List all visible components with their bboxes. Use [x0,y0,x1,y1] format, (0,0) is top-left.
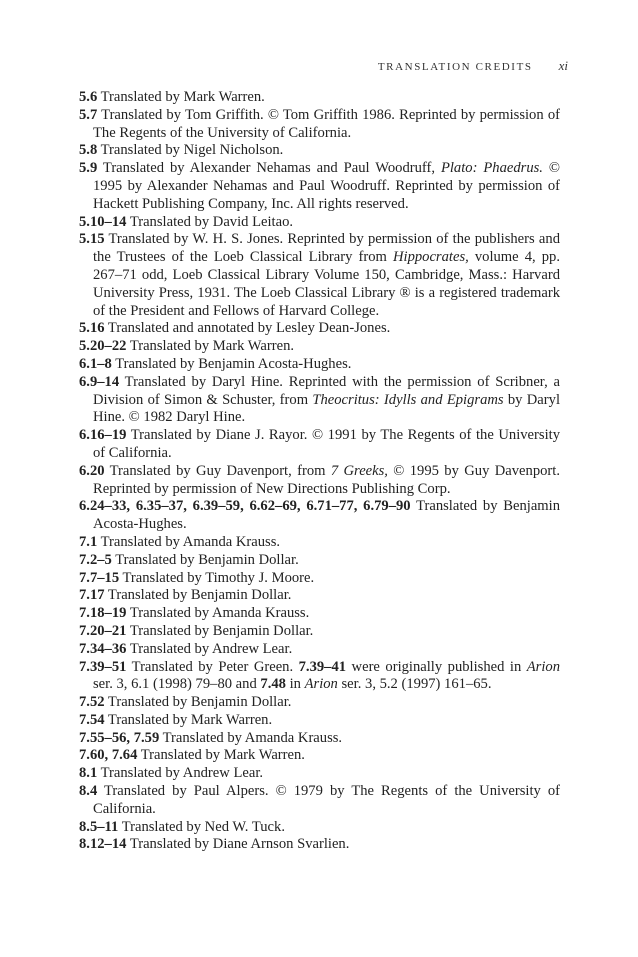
credit-entry [79,836,560,854]
credit-title: Arion [304,676,338,693]
credit-entry [79,712,560,730]
credit-text: Translated by Mark Warren. [104,711,273,728]
credit-text: © 1995 by Alexander Nehamas and Paul Woodruff. Reprinted by permission of Hackett Publishing Company, Inc. All rights reserved. [93,160,560,212]
credit-reference: 7.60, 7.64 [79,747,138,764]
credit-entry [79,374,560,427]
credit-reference: 6.24–33, 6.35–37, 6.39–59, 6.62–69, 6.71–77, 6.79–90 [79,498,411,515]
credit-entry [79,694,560,712]
credit-reference: 8.4 [79,783,98,800]
credit-text: Translated by Andrew Lear. [97,765,264,782]
credit-entry [79,730,560,748]
credit-entry [79,427,560,463]
credit-reference: 8.1 [79,765,98,782]
credit-reference: 5.9 [79,160,98,177]
credit-text: Translated by Amanda Krauss. [126,605,310,622]
credit-reference: 6.9–14 [79,373,120,390]
credit-entry [79,160,560,213]
credit-entry [79,587,560,605]
credit-entry [79,659,560,695]
credit-text: Translated by Benjamin Acosta-Hughes. [111,355,352,372]
credit-title: 7 Greeks, [330,462,388,479]
credit-title: Theocritus: Idylls and Epigrams [312,391,504,408]
credit-reference: 7.17 [79,587,105,604]
credit-text: Translated by Mark Warren. [97,89,265,105]
credit-text: Translated by Amanda Krauss. [159,729,343,746]
credit-text: Translated by Tom Griffith. © Tom Griffith 1986. Reprinted by permission of The Regents of the University of California. [93,106,560,141]
credit-reference: 5.16 [79,320,105,337]
credit-text: ser. 3, 6.1 (1998) 79–80 and [93,676,261,693]
credit-text: Translated by Benjamin Dollar. [111,551,299,568]
credit-entry [79,231,560,320]
credit-text: were originally published in [346,658,527,675]
credit-entry [79,142,560,160]
credit-text: Translated and annotated by Lesley Dean-Jones. [104,320,391,337]
credit-text: Translated by Peter Green. [126,658,299,675]
credit-reference: 6.20 [79,462,105,479]
credit-reference: 7.18–19 [79,605,127,622]
credit-text: Translated by Amanda Krauss. [97,533,281,550]
credit-text: Translated by Paul Alpers. © 1979 by The Regents of the University of California. [93,783,560,817]
credit-reference: 7.52 [79,694,105,711]
credit-reference: 8.12–14 [79,836,127,853]
credit-text: Translated by Nigel Nicholson. [97,142,284,159]
credit-reference: 7.7–15 [79,569,120,586]
credit-reference: 7.34–36 [79,640,127,657]
credit-text: Translated by Andrew Lear. [126,640,293,657]
credit-entry [79,498,560,534]
credit-reference: 5.8 [79,142,98,159]
credit-entry [79,107,560,143]
credit-text: Translated by Ned W. Tuck. [118,818,285,835]
credit-reference: 5.6 [79,89,98,105]
credit-entry [79,320,560,338]
credit-entry [79,819,560,837]
credit-entry [79,747,560,765]
credit-reference: 8.5–11 [79,818,119,835]
credit-entry [79,765,560,783]
credit-entry [79,214,560,232]
credit-text: Translated by Guy Davenport, from [104,462,331,479]
credit-text: Translated by Timothy J. Moore. [119,569,315,586]
credit-entry [79,89,560,107]
credit-reference: 6.1–8 [79,355,112,372]
credit-text: © 1995 by Guy Davenport. Reprinted by permission of New Directions Publishing Corp. [93,462,560,497]
credit-entry [79,534,560,552]
credit-text: volume 4, pp. 267–71 odd, Loeb Classical Library Volume 150, Cambridge, Mass.: Harvard University Press, 1931. The Loeb Classical Library ® is a registered trademark of the President and Fellows of Harvard College. [93,249,560,319]
credit-reference: 5.20–22 [79,338,127,355]
credit-entry [79,552,560,570]
credit-text: Translated by Mark Warren. [126,338,295,355]
credit-entry [79,356,560,374]
credit-text: Translated by Mark Warren. [137,747,305,764]
credit-reference: 7.55–56, 7.59 [79,729,160,746]
credit-entry [79,623,560,641]
credit-reference: 7.48 [260,676,286,693]
credit-reference: 7.20–21 [79,622,127,639]
credit-text: Translated by Benjamin Dollar. [126,622,314,639]
credit-entry [79,463,560,499]
credit-reference: 7.39–51 [79,658,127,675]
credit-text: in [285,676,305,693]
credit-text: Translated by Daryl Hine. Reprinted with the permission of Scribner, a Division of Simon & Schuster, from [93,373,560,408]
translation-credits-list [79,89,560,854]
credit-reference: 7.1 [79,533,98,550]
credit-text: by Daryl Hine. © 1982 Daryl Hine. [93,391,560,426]
running-head [378,58,568,74]
credit-reference: 5.15 [79,231,105,248]
credit-text: Translated by David Leitao. [126,213,294,230]
page-number: xi [558,58,568,73]
credit-entry [79,783,560,819]
credit-text: Translated by W. H. S. Jones. Reprinted by permission of the publishers and the Trustees of the Loeb Classical Library from [93,231,560,266]
credit-reference: 5.7 [79,106,98,123]
credit-text: Translated by Diane J. Rayor. © 1991 by The Regents of the University of California. [93,427,560,461]
credit-reference: 5.10–14 [79,213,127,230]
credit-text: ser. 3, 5.2 (1997) 161–65. [337,676,492,693]
credit-text: Translated by Benjamin Dollar. [104,694,292,711]
credit-entry [79,605,560,623]
credit-text: Translated by Alexander Nehamas and Paul Woodruff, [97,160,441,177]
credit-entry [79,570,560,588]
credit-reference: 7.39–41 [298,658,347,675]
credit-entry [79,338,560,356]
credit-text: Translated by Diane Arnson Svarlien. [126,836,350,853]
credit-entry [79,641,560,659]
credit-title: Hippocrates, [392,249,469,266]
credit-title: Arion [526,658,560,675]
credit-reference: 6.16–19 [79,427,127,444]
credit-reference: 7.2–5 [79,551,112,568]
credit-text: Translated by Benjamin Dollar. [104,587,292,604]
credit-title: Plato: Phaedrus. [440,160,543,177]
credit-reference: 7.54 [79,711,105,728]
running-head-title: TRANSLATION CREDITS [377,61,533,73]
credit-text: Translated by Benjamin Acosta-Hughes. [93,498,560,533]
